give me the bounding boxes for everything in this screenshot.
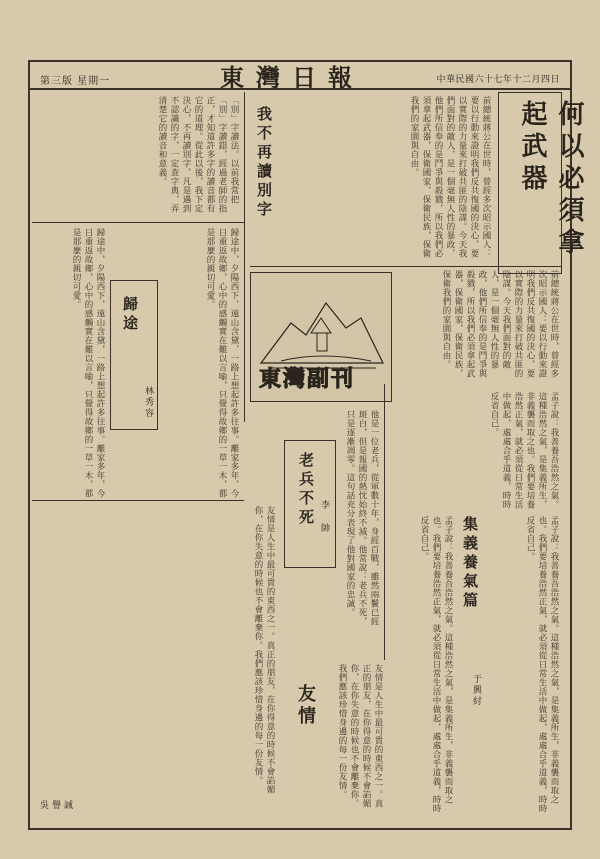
article-body-youqing-cont: 友情是人生中最可貴的東西之一。真正的朋友，在你得意的時候不會諂媚你，在你失意的時候也不會離棄你。我們應該珍惜身邊的每一份友情。 [337,664,383,808]
signature: 吳譽誠 [40,801,77,811]
issue-date: 中華民國六十七年十二月四日 [436,75,560,85]
article-title-guitu: 歸途 [121,296,139,334]
divider [32,500,244,501]
article-body-jiyi: 孟子說：我善養吾浩然之氣。這種浩然之氣，是集義所生，非義襲而取之也。我們要培養浩然正氣，就必須從日常生活中做起，處處合乎道義，時時反省自己。 [489,392,559,509]
article-title-jiyi: 集義養氣篇 [461,516,479,611]
article-body-guitu: 歸途中，夕陽西下，遠山含黛，一路上想起許多往事。離家多年，今日重返故鄉，心中的感觸實在難以言喻，只覺得故鄉的一草一木，都是那麼的親切可愛。 [71,228,105,498]
headline-title: 何以必須拿起武器 [517,100,584,260]
article-body-biezi: 「別」字讀法。以前我常把「別」字讀錯，經過老師的指正，才知道許多字的讀音都有它的道理。從此以後，我下定決心，不再讀別字，凡是遇到不認識的字，一定查字典，弄清楚它的讀音和意義。 [157,96,239,213]
author-jiyi: 于興紂 [471,674,481,707]
article-title-youqing: 友情 [295,684,316,728]
supplement-logo: 東灣副刊 [259,366,356,392]
headline-body-cont: 前總統蔣公在世時，曾經多次昭示國人：要以行動來證明我們反共復國的決心，要以實際的力量來打破共匪的陰謀。今天我們面對的敵人，是一個毫無人性的暴政，他們所信奉的是鬥爭與殺戮，所以我們必須拿起武器，保衛國家，保衛民族，保衛我們的家園與自由。 [441,270,559,378]
article-title-laobing: 老兵不死 [297,452,315,528]
article-body-youqing: 友情是人生中最可貴的東西之一。真正的朋友，在你得意的時候不會諂媚你，在你失意的時候也不會離棄你。我們應該珍惜身邊的每一份友情。 [253,506,275,794]
edition-label: 第三版 星期一 [40,76,111,87]
headline-body: 前總統蔣公在世時，曾經多次昭示國人：要以行動來證明我們反共復國的決心，要以實際的力量來打破共匪的陰謀。今天我們面對的敵人，是一個毫無人性的暴政，他們所信奉的是鬥爭與殺戮，所以我們必須拿起武器，保衛國家，保衛民族，保衛我們的家園與自由。 [409,96,491,258]
newspaper-title: 東灣日報 [220,63,364,92]
article-title-biezi: 我不再讀別字 [255,106,273,220]
divider [32,222,244,223]
supplement-illustration [250,272,392,402]
author-laobing: 李 帥 [319,500,329,534]
author-guitu: 林秀容 [143,386,153,419]
article-body-guitu-cont: 歸途中，夕陽西下，遠山含黛，一路上想起許多往事。離家多年，今日重返故鄉，心中的感觸實在難以言喻，只覺得故鄉的一草一木，都是那麼的親切可愛。 [205,228,239,498]
column-divider [384,384,385,660]
column-divider [244,92,245,422]
article-body-jiyi-cont: 孟子說：我善養吾浩然之氣。這種浩然之氣，是集義所生，非義襲而取之也。我們要培養浩然正氣，就必須從日常生活中做起，處處合乎道義，時時反省自己。 [525,516,559,813]
divider [250,266,562,267]
article-body-jiyi-cont2: 孟子說：我善養吾浩然之氣。這種浩然之氣，是集義所生，非義襲而取之也。我們要培養浩然正氣，就必須從日常生活中做起，處處合乎道義，時時反省自己。 [419,516,453,813]
article-body-laobing: 他是一位老兵，從軍數十年，身經百戰，雖然兩鬢已經斑白，但是報國的熱忱始終不減。他常說：老兵不死，只是逐漸凋零。這句話充分表現了他對國家的忠誠。 [345,410,379,626]
